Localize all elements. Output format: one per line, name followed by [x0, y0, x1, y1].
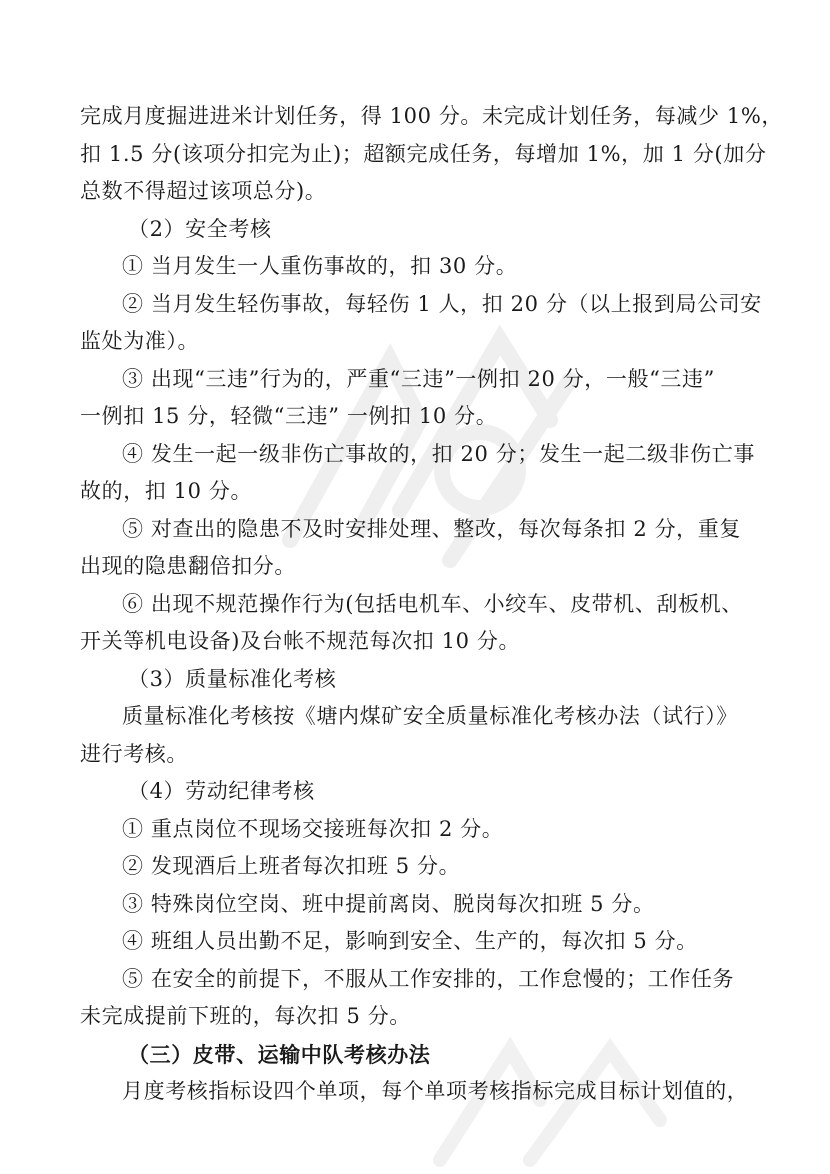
list-item: ② 当月发生轻伤事故，每轻伤 1 人，扣 20 分（以上报到局公司安 — [122, 291, 762, 316]
body-line: 未完成提前下班的，每次扣 5 分。 — [80, 1004, 411, 1028]
list-item: ⑥ 出现不规范操作行为(包括电机车、小绞车、皮带机、刮板机、 — [122, 591, 743, 616]
list-item: ③ 出现“三违”行为的，严重“三违”一例扣 20 分，一般“三违” — [122, 366, 715, 391]
body-line: 开关等机电设备)及台帐不规范每次扣 10 分。 — [80, 629, 521, 653]
body-line: 一例扣 15 分，轻微“三违” 一例扣 10 分。 — [80, 404, 498, 428]
body-line: 总数不得超过该项总分)。 — [80, 179, 327, 203]
list-item: ③ 特殊岗位空岗、班中提前离岗、脱岗每次扣班 5 分。 — [122, 891, 655, 916]
body-line: 进行考核。 — [80, 741, 188, 766]
list-item: ② 发现酒后上班者每次扣班 5 分。 — [122, 854, 461, 878]
body-line: 扣 1.5 分(该项分扣完为止)；超额完成任务，每增加 1%，加 1 分(加分 — [80, 141, 767, 166]
list-item: ① 当月发生一人重伤事故的，扣 30 分。 — [122, 254, 518, 278]
body-line: 质量标准化考核按《塘内煤矿安全质量标准化考核办法（试行）》 — [122, 704, 738, 728]
list-item: ⑤ 在安全的前提下，不服从工作安排的，工作怠慢的；工作任务 — [122, 966, 735, 991]
body-line: 出现的隐患翻倍扣分。 — [80, 554, 296, 578]
list-item: ① 重点岗位不现场交接班每次扣 2 分。 — [122, 816, 504, 841]
body-line: 月度考核指标设四个单项，每个单项考核指标完成目标计划值的， — [122, 1079, 749, 1103]
body-line: 监处为准）。 — [80, 329, 200, 353]
chapter-heading: （三）皮带、运输中队考核办法 — [128, 1041, 431, 1067]
list-item: ④ 班组人员出勤不足，影响到安全、生产的，每次扣 5 分。 — [122, 929, 698, 953]
body-line: 完成月度掘进进米计划任务，得 100 分。未完成计划任务，每减少 1%， — [80, 104, 784, 128]
document-body — [80, 98, 784, 1111]
section-heading: （3）质量标准化考核 — [128, 666, 337, 691]
section-heading: （4）劳动纪律考核 — [128, 779, 315, 803]
list-item: ④ 发生一起一级非伤亡事故的，扣 20 分；发生一起二级非伤亡事 — [122, 441, 755, 466]
section-heading: （2）安全考核 — [128, 216, 272, 241]
body-line: 故的，扣 10 分。 — [80, 479, 253, 503]
list-item: ⑤ 对查出的隐患不及时安排处理、整改，每次每条扣 2 分，重复 — [122, 516, 741, 541]
